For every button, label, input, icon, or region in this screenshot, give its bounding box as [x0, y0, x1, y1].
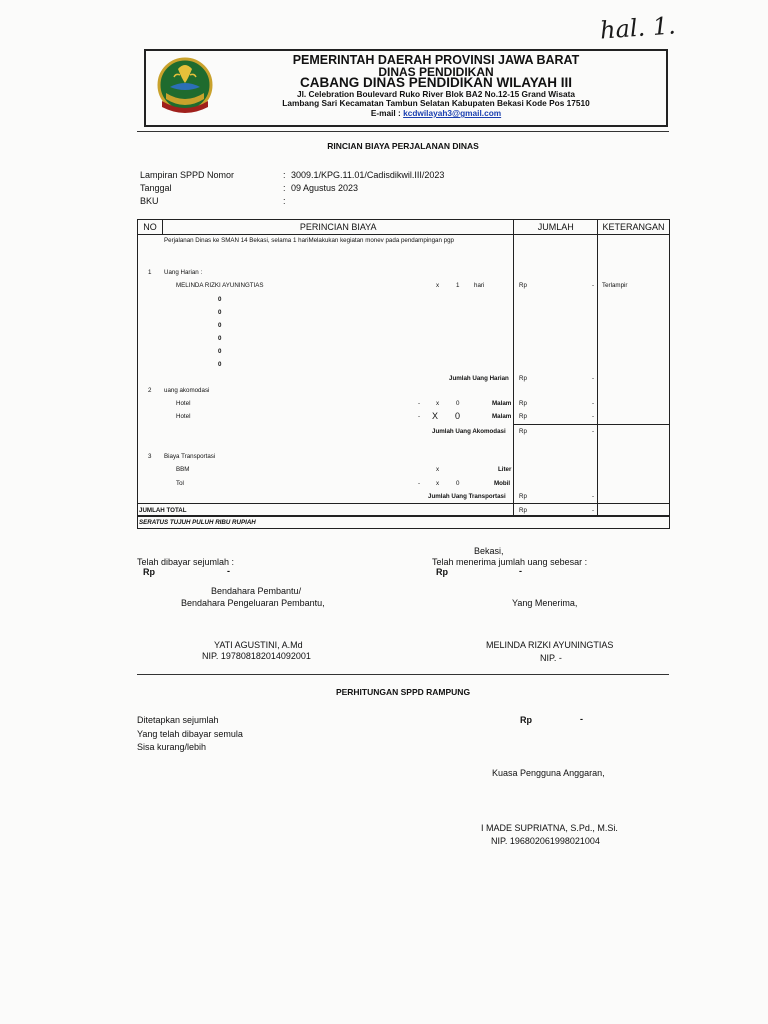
receiver-title: Yang Menerima,: [512, 598, 578, 608]
transport-row-1-x: x: [436, 466, 440, 473]
kpa-nip: NIP. 196802061998021004: [491, 836, 600, 846]
section1-rp: Rp: [519, 282, 527, 289]
hotel-row-2-name: Hotel: [176, 413, 191, 420]
amount-in-words: SERATUS TUJUH PULUH RIBU RUPIAH: [139, 519, 256, 526]
cost-breakdown-table: [137, 219, 670, 529]
hotel-row-2-x: X: [432, 411, 439, 421]
section1-label: Uang Harian :: [164, 269, 203, 276]
total-label: JUMLAH TOTAL: [139, 507, 187, 514]
transport-row-2-qty: 0: [456, 480, 460, 487]
received-label: Telah menerima jumlah uang sebesar :: [432, 557, 588, 567]
email-link[interactable]: kcdwilayah3@gmail.com: [403, 108, 502, 118]
section1-qty: 1: [456, 282, 460, 289]
header-amount: JUMLAH: [514, 220, 598, 235]
subtotal-daily-dash: -: [592, 375, 595, 382]
hotel-row-1-x: x: [436, 400, 440, 407]
meta-label-date: Tanggal: [140, 183, 172, 193]
subtotal-transport-rp: Rp: [519, 493, 527, 500]
section2-label: uang akomodasi: [164, 387, 210, 394]
amount-divider: [514, 424, 670, 425]
meta-label-sppd: Lampiran SPPD Nomor: [140, 170, 235, 180]
hotel-row-2-qty: 0: [455, 411, 461, 421]
receiver-nip: NIP. -: [540, 653, 562, 663]
hotel-row-1-dash: -: [418, 400, 421, 407]
meta-sep-bku: :: [283, 196, 286, 206]
letterhead: [144, 49, 668, 127]
transport-row-2-dash: -: [418, 480, 421, 487]
received-rp: Rp: [436, 567, 448, 577]
total-row-top-border: [137, 503, 670, 504]
zero-value: 0: [218, 309, 222, 316]
total-row-bottom-border: [137, 516, 670, 517]
email-line: [216, 108, 656, 118]
transport-row-1-name: BBM: [176, 466, 190, 473]
hotel-row-1-end: -: [592, 400, 595, 407]
transport-row-2-x: x: [436, 480, 440, 487]
calc-row-paid-initially: Yang telah dibayar semula: [137, 729, 243, 739]
meta-label-bku: BKU: [140, 196, 159, 206]
document-title: RINCIAN BIAYA PERJALANAN DINAS: [327, 141, 479, 151]
paid-label: Telah dibayar sejumlah :: [137, 557, 235, 567]
header-note: KETERANGAN: [598, 220, 670, 235]
transport-row-1-unit: Liter: [498, 466, 512, 473]
hotel-row-2-end: -: [592, 413, 595, 420]
section1-person: MELINDA RIZKI AYUNINGTIAS: [176, 282, 264, 289]
header-divider: [137, 131, 669, 132]
calc-rp: Rp: [520, 715, 532, 725]
paid-rp: Rp: [143, 567, 155, 577]
agency-name: DINAS PENDIDIKAN: [378, 65, 494, 79]
section3-label: Biaya Transportasi: [164, 453, 216, 460]
city-label: Bekasi,: [474, 546, 504, 556]
paid-dash: -: [227, 566, 230, 576]
hotel-row-1-qty: 0: [456, 400, 460, 407]
section1-note: Terlampir: [602, 282, 628, 289]
jawa-barat-emblem-icon: [156, 57, 214, 117]
calc-title: PERHITUNGAN SPPD RAMPUNG: [335, 687, 471, 697]
hotel-row-2-rp: Rp: [519, 413, 527, 420]
subtotal-daily-label: Jumlah Uang Harian: [449, 375, 509, 382]
trip-description: Perjalanan Dinas ke SMAN 14 Bekasi, selama 1 hariMelakukan kegiatan monev pada pendampingan pgp: [164, 237, 454, 244]
total-rp: Rp: [519, 507, 527, 514]
subtotal-transport-dash: -: [592, 493, 595, 500]
hotel-row-1-name: Hotel: [176, 400, 191, 407]
section1-x: x: [436, 282, 440, 289]
treasurer-nip: NIP. 197808182014092001: [202, 651, 311, 661]
meta-value-date: 09 Agustus 2023: [291, 183, 359, 193]
meta-value-sppd: 3009.1/KPG.11.01/Cadisdikwil.III/2023: [291, 170, 445, 180]
subtotal-daily-rp: Rp: [519, 375, 527, 382]
kpa-title: Kuasa Pengguna Anggaran,: [492, 768, 605, 778]
hotel-row-2-dash: -: [418, 413, 421, 420]
hotel-row-1-rp: Rp: [519, 400, 527, 407]
transport-row-2-unit: Mobil: [494, 480, 511, 487]
meta-sep-sppd: :: [283, 170, 286, 180]
zero-value: 0: [218, 296, 222, 303]
hotel-row-1-unit: Malam: [492, 400, 512, 407]
subtotal-accommodation-label: Jumlah Uang Akomodasi: [432, 428, 506, 435]
subtotal-accommodation-rp: Rp: [519, 428, 527, 435]
calc-row-set-amount: Ditetapkan sejumlah: [137, 715, 219, 725]
email-label: E-mail :: [370, 108, 401, 118]
hotel-row-2-unit: Malam: [492, 413, 512, 420]
zero-value: 0: [218, 335, 222, 342]
section1-no: 1: [148, 269, 152, 276]
section1-unit: hari: [474, 282, 485, 289]
subtotal-accommodation-dash: -: [592, 428, 595, 435]
meta-sep-date: :: [283, 183, 286, 193]
treasurer-title-2: Bendahara Pengeluaran Pembantu,: [181, 598, 325, 608]
government-name: PEMERINTAH DAERAH PROVINSI JAWA BARAT: [292, 53, 580, 67]
treasurer-title-1: Bendahara Pembantu/: [211, 586, 302, 596]
zero-value: 0: [218, 348, 222, 355]
section2-no: 2: [148, 387, 152, 394]
zero-value: 0: [218, 322, 222, 329]
transport-row-2-name: Tol: [176, 480, 184, 487]
subtotal-transport-label: Jumlah Uang Transportasi: [428, 493, 506, 500]
section1-dash: -: [592, 282, 595, 289]
address-line-2: Lambang Sari Kecamatan Tambun Selatan Kabupaten Bekasi Kode Pos 17510: [282, 98, 590, 108]
received-dash: -: [519, 566, 522, 576]
total-dash: -: [592, 507, 595, 514]
calc-divider: [137, 674, 669, 675]
header-detail: PERINCIAN BIAYA: [162, 220, 514, 235]
handwritten-page-note: hal. 1.: [599, 11, 677, 45]
address-line-1: Jl. Celebration Boulevard Ruko River Blok BA2 No.12-15 Grand Wisata: [297, 89, 575, 99]
section3-no: 3: [148, 453, 152, 460]
branch-name: CABANG DINAS PENDIDIKAN WILAYAH III: [299, 75, 573, 90]
header-no: NO: [138, 220, 163, 235]
kpa-name: I MADE SUPRIATNA, S.Pd., M.Si.: [481, 823, 618, 833]
calc-row-balance: Sisa kurang/lebih: [137, 742, 207, 752]
zero-value: 0: [218, 361, 222, 368]
treasurer-name: YATI AGUSTINI, A.Md: [214, 640, 303, 650]
receiver-name: MELINDA RIZKI AYUNINGTIAS: [486, 640, 614, 650]
calc-dash: -: [580, 714, 583, 724]
